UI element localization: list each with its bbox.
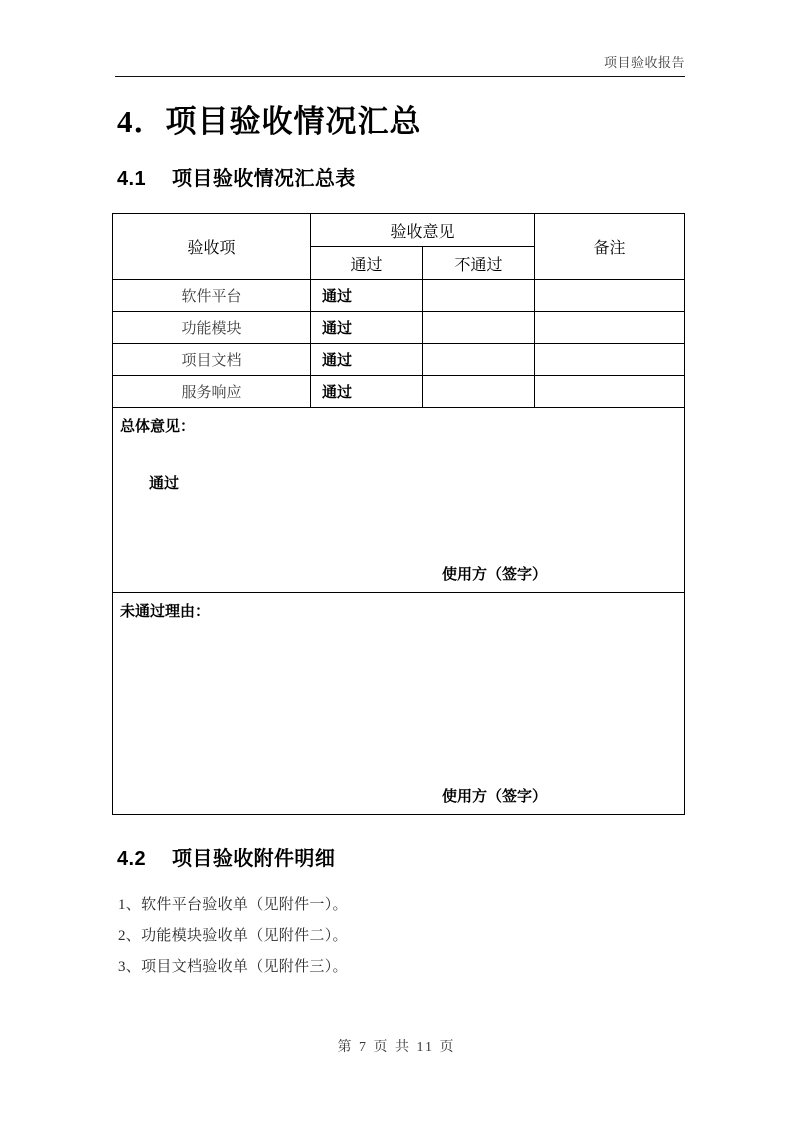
row-pass-value[interactable]: 通过 [311, 312, 423, 344]
row-pass-value[interactable]: 通过 [311, 376, 423, 408]
row-remark-value[interactable] [535, 312, 685, 344]
table-row [113, 344, 685, 376]
overall-opinion-label: 总体意见： [120, 419, 196, 435]
row-fail-value[interactable] [423, 376, 535, 408]
rejection-reason-label: 未通过理由： [120, 604, 211, 620]
table-header-row-1 [113, 214, 685, 247]
row-item-label: 功能模块 [113, 312, 311, 344]
row-fail-value[interactable] [423, 280, 535, 312]
overall-opinion-body: 通过 [149, 476, 180, 492]
table-row [113, 312, 685, 344]
section-heading-4-2 [117, 842, 335, 871]
section-title-4-2: 项目验收附件明细 [172, 848, 336, 870]
row-item-label: 软件平台 [113, 280, 311, 312]
attachment-list [118, 890, 348, 983]
row-item-label: 服务响应 [113, 376, 311, 408]
header-acceptance-opinion: 验收意见 [311, 214, 535, 247]
overall-opinion-signature: 使用方（签字） [442, 567, 548, 583]
rejection-reason-signature: 使用方（签字） [442, 789, 548, 805]
row-remark-value[interactable] [535, 344, 685, 376]
page-title: 4．项目验收情况汇总 [117, 104, 422, 139]
row-remark-value[interactable] [535, 376, 685, 408]
page-footer: 第 7 页 共 11 页 [337, 1040, 456, 1055]
row-fail-value[interactable] [423, 312, 535, 344]
row-item-label: 项目文档 [113, 344, 311, 376]
acceptance-summary-table [112, 213, 685, 815]
section-number-4-1: 4.1 [117, 168, 147, 190]
list-item: 1、软件平台验收单（见附件一）。 [118, 897, 348, 913]
header-remark: 备注 [535, 214, 685, 280]
header-fail: 不通过 [423, 247, 535, 280]
overall-opinion-cell[interactable] [113, 408, 685, 593]
table-row [113, 376, 685, 408]
table-row [113, 280, 685, 312]
rejection-reason-cell[interactable] [113, 593, 685, 815]
row-pass-value[interactable]: 通过 [311, 344, 423, 376]
section-title-4-1: 项目验收情况汇总表 [172, 168, 356, 190]
list-item: 3、项目文档验收单（见附件三）。 [118, 959, 348, 975]
section-heading-4-1 [117, 162, 356, 191]
row-pass-value[interactable]: 通过 [311, 280, 423, 312]
row-fail-value[interactable] [423, 344, 535, 376]
header-pass: 通过 [311, 247, 423, 280]
running-header: 项目验收报告 [603, 55, 685, 70]
header-acceptance-item: 验收项 [113, 214, 311, 280]
header-divider [115, 76, 685, 77]
overall-opinion-row [113, 408, 685, 593]
rejection-reason-row [113, 593, 685, 815]
section-number-4-2: 4.2 [117, 848, 147, 870]
list-item: 2、功能模块验收单（见附件二）。 [118, 928, 348, 944]
row-remark-value[interactable] [535, 280, 685, 312]
